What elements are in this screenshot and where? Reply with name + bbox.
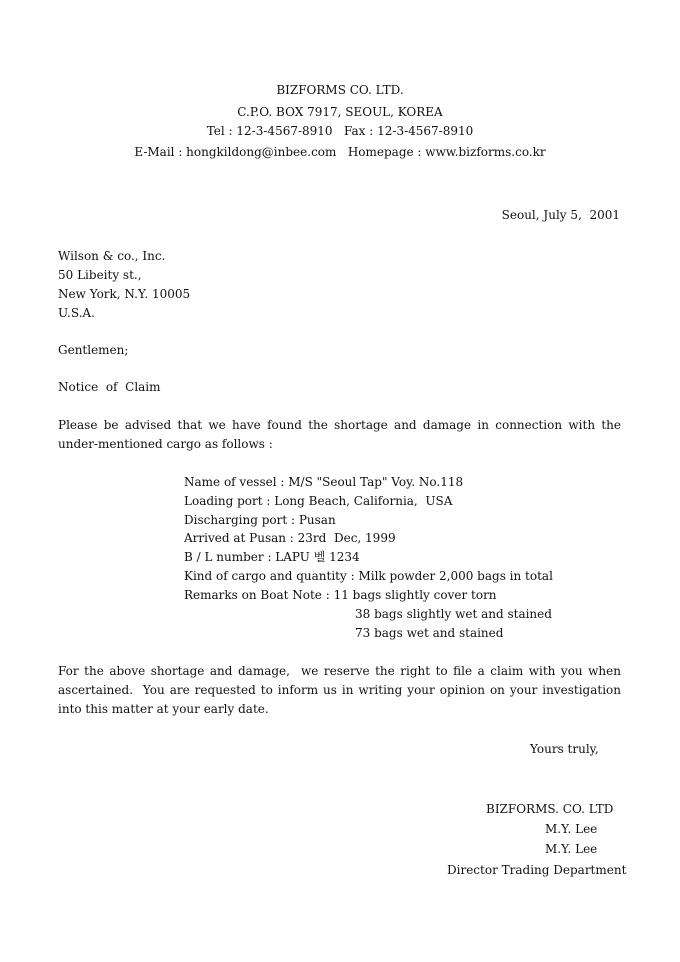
subject: Notice of Claim [58, 380, 161, 394]
letterhead-tel-fax: Tel : 12-3-4567-8910 Fax : 12-3-4567-8910 [206, 124, 474, 138]
signature-name-2: M.Y. Lee [545, 842, 598, 856]
letterhead-email-homepage: E-Mail : hongkildong@inbee.com Homepage : www.bizforms.co.kr [134, 145, 546, 159]
closing-line-2: ascertained. You are requested to inform us in writing your opinion on your investigation [58, 683, 621, 697]
cargo-remarks: Remarks on Boat Note : 11 bags slightly cover torn [184, 588, 497, 602]
intro-line-2: under-mentioned cargo as follows : [58, 437, 273, 451]
cargo-bl-number: B / L number : LAPU 벨 1234 [184, 550, 360, 564]
cargo-remarks-2: 38 bags slightly wet and stained [355, 607, 552, 621]
complimentary-close: Yours truly, [530, 742, 599, 756]
recipient-line-2: 50 Libeity st., [58, 268, 142, 282]
signature-title: Director Trading Department [447, 863, 627, 877]
salutation: Gentlemen; [58, 343, 129, 357]
cargo-arrived: Arrived at Pusan : 23rd Dec, 1999 [184, 531, 396, 545]
letterhead-address: C.P.O. BOX 7917, SEOUL, KOREA [237, 105, 443, 119]
closing-line-3: into this matter at your early date. [58, 702, 269, 716]
letter-date: Seoul, July 5, 2001 [501, 208, 620, 222]
letterhead-company: BIZFORMS CO. LTD. [276, 83, 404, 97]
recipient-line-3: New York, N.Y. 10005 [58, 287, 191, 301]
cargo-remarks-3: 73 bags wet and stained [355, 626, 504, 640]
closing-line-1: For the above shortage and damage, we reserve the right to file a claim with you when [58, 664, 621, 678]
signature-name-1: M.Y. Lee [545, 822, 598, 836]
cargo-discharging-port: Discharging port : Pusan [184, 513, 336, 527]
recipient-line-4: U.S.A. [58, 306, 95, 320]
cargo-kind: Kind of cargo and quantity : Milk powder 2,000 bags in total [184, 569, 553, 583]
cargo-loading-port: Loading port : Long Beach, California, USA [184, 494, 453, 508]
signature-company: BIZFORMS. CO. LTD [486, 802, 614, 816]
recipient-line-1: Wilson & co., Inc. [58, 249, 166, 263]
intro-line-1: Please be advised that we have found the shortage and damage in connection with the [58, 418, 621, 432]
cargo-vessel: Name of vessel : M/S "Seoul Tap" Voy. No.118 [184, 475, 464, 489]
